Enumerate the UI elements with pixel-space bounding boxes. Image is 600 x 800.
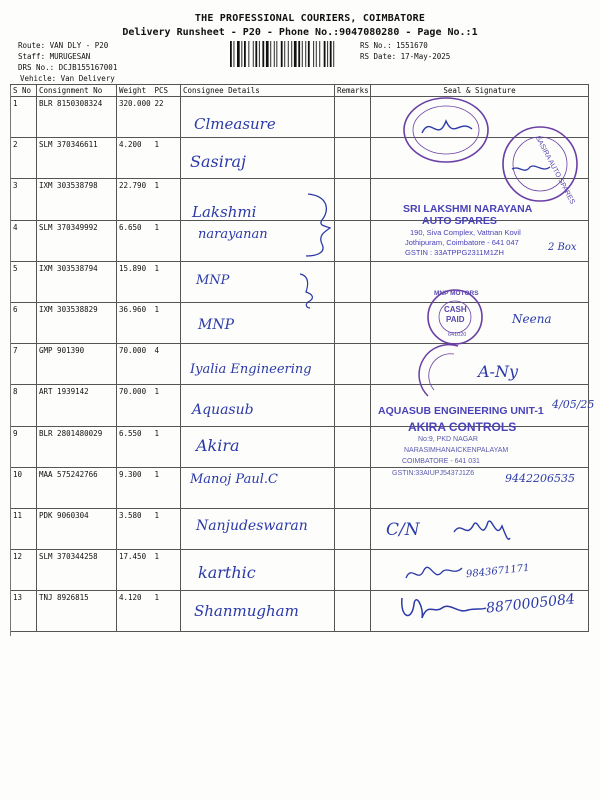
stamp-lakshmi-line4: Jothipuram, Coimbatore - 641 047 bbox=[405, 238, 519, 247]
document-title: THE PROFESSIONAL COURIERS, COIMBATORE bbox=[194, 13, 426, 24]
rs-number: RS No.: 1551670 bbox=[360, 41, 428, 50]
row-remarks-cell bbox=[335, 344, 371, 385]
consignee-hand-2: Sasiraj bbox=[190, 152, 246, 171]
barcode-bar bbox=[253, 41, 254, 67]
staff-label: Staff: MURUGESAN bbox=[18, 52, 91, 61]
row-sno: 3 bbox=[11, 179, 37, 220]
barcode-bar bbox=[327, 41, 328, 67]
signature-scribble-row11 bbox=[452, 512, 512, 548]
stamp-mnp-line4: 641020 bbox=[448, 332, 467, 338]
barcode-bar bbox=[270, 41, 271, 67]
row-sno: 5 bbox=[11, 261, 37, 302]
row-consignment-no: SLM 370346611 bbox=[37, 138, 117, 179]
barcode-bar bbox=[298, 41, 300, 67]
row-pcs: 1 bbox=[153, 138, 181, 179]
stamp-lakshmi-line2: AUTO SPARES bbox=[422, 215, 497, 227]
row-consignment-no: ART 1939142 bbox=[37, 385, 117, 426]
row-remarks-cell bbox=[335, 508, 371, 549]
row-remarks-cell bbox=[335, 591, 371, 632]
row-weight: 4.120 bbox=[117, 591, 153, 632]
brace-mark-5-6 bbox=[296, 272, 326, 312]
row-weight: 70.000 bbox=[117, 344, 153, 385]
row-weight: 6.650 bbox=[117, 220, 153, 261]
row-weight: 6.550 bbox=[117, 426, 153, 467]
row-pcs: 1 bbox=[153, 179, 181, 220]
row-pcs: 1 bbox=[153, 467, 181, 508]
row-sno: 9 bbox=[11, 426, 37, 467]
table-header-row bbox=[11, 85, 589, 97]
consignee-hand-3: Lakshmi bbox=[192, 203, 257, 221]
col-sno: S No bbox=[11, 85, 37, 97]
barcode-bar bbox=[255, 41, 257, 67]
row-consignment-no: GMP 901390 bbox=[37, 344, 117, 385]
row-weight: 15.890 bbox=[117, 261, 153, 302]
row-remarks-cell bbox=[335, 550, 371, 591]
row-pcs: 4 bbox=[153, 344, 181, 385]
signature-row10-phone: 9442206535 bbox=[505, 472, 575, 485]
row-remarks-cell bbox=[335, 426, 371, 467]
stamp-akira-line4: COIMBATORE - 641 031 bbox=[402, 458, 480, 465]
row-remarks-cell bbox=[335, 138, 371, 179]
signature-row8-date: 4/05/25 bbox=[552, 398, 595, 411]
consignee-hand-13: Shanmugham bbox=[194, 602, 299, 620]
signature-row7: A-Ny bbox=[478, 362, 518, 381]
round-stamp-row7 bbox=[414, 340, 464, 400]
row-pcs: 1 bbox=[153, 385, 181, 426]
row-sno: 12 bbox=[11, 550, 37, 591]
barcode-bar bbox=[284, 41, 285, 67]
row-remarks-cell bbox=[335, 385, 371, 426]
consignee-hand-6: MNP bbox=[198, 317, 235, 333]
consignee-hand-7: Iyalia Engineering bbox=[190, 362, 312, 377]
row-pcs: 1 bbox=[153, 426, 181, 467]
row-weight: 3.580 bbox=[117, 508, 153, 549]
barcode-bar bbox=[230, 41, 232, 67]
barcode-bar bbox=[276, 41, 277, 67]
barcode-bar bbox=[319, 41, 320, 67]
consignee-hand-5: MNP bbox=[196, 273, 230, 288]
row-pcs: 22 bbox=[153, 97, 181, 138]
brace-mark-3-4 bbox=[300, 190, 340, 260]
signature-row11: C/N bbox=[386, 520, 420, 540]
barcode-bar bbox=[262, 41, 264, 67]
stamp-akira-line2: No:9, PKD NAGAR bbox=[418, 436, 478, 443]
barcode-bar bbox=[294, 41, 297, 67]
document-subtitle: Delivery Runsheet - P20 - Phone No.:9047080280 - Page No.:1 bbox=[122, 27, 478, 38]
barcode-bar bbox=[281, 41, 283, 67]
stamp-lakshmi-line5: GSTIN : 33ATPPG2311M1ZH bbox=[405, 248, 504, 257]
row-sno: 7 bbox=[11, 344, 37, 385]
row-sno: 1 bbox=[11, 97, 37, 138]
row-sno: 8 bbox=[11, 385, 37, 426]
row-weight: 36.960 bbox=[117, 302, 153, 343]
barcode-bar bbox=[288, 41, 289, 67]
col-pcs: PCS bbox=[153, 85, 181, 97]
signature-row12-phone: 9843671171 bbox=[465, 562, 531, 581]
row-weight: 17.450 bbox=[117, 550, 153, 591]
consignee-hand-9: Akira bbox=[196, 436, 240, 455]
row-consignment-no: BLR 8150308324 bbox=[37, 97, 117, 138]
stamp-akira-line1: AKIRA CONTROLS bbox=[408, 420, 517, 434]
row-remarks-cell bbox=[335, 467, 371, 508]
row-consignment-no: SLM 370344258 bbox=[37, 550, 117, 591]
col-weight: Weight bbox=[117, 85, 153, 97]
row-remarks-cell bbox=[335, 302, 371, 343]
barcode-bar bbox=[259, 41, 260, 67]
row-pcs: 1 bbox=[153, 220, 181, 261]
consignee-hand-12: karthic bbox=[198, 563, 256, 582]
drs-label: DRS No.: DCJB155167001 bbox=[18, 63, 118, 72]
row-weight: 4.200 bbox=[117, 138, 153, 179]
stamp-akira-line5: GSTIN:33AIUPJ5437J1Z6 bbox=[392, 470, 475, 477]
row-sno: 10 bbox=[11, 467, 37, 508]
col-consignee: Consignee Details bbox=[181, 85, 335, 97]
barcode-bar bbox=[234, 41, 235, 67]
rs-date: RS Date: 17-May-2025 bbox=[360, 52, 451, 61]
consignee-hand-8: Aquasub bbox=[192, 402, 254, 418]
row-pcs: 1 bbox=[153, 550, 181, 591]
row-weight: 9.300 bbox=[117, 467, 153, 508]
consignee-hand-4: narayanan bbox=[198, 227, 268, 242]
row-sno: 11 bbox=[11, 508, 37, 549]
signature-row13-phone: 8870005084 bbox=[485, 591, 576, 617]
barcode-bar bbox=[241, 41, 242, 67]
barcode-bar bbox=[291, 41, 292, 67]
row-remarks-cell bbox=[335, 97, 371, 138]
row-consignment-no: BLR 2801480029 bbox=[37, 426, 117, 467]
barcode-bar bbox=[237, 41, 240, 67]
stamp-mnp-line2: CASH bbox=[444, 305, 467, 314]
stamp-lakshmi-line3: 190, Siva Complex, Vattnan Kovil bbox=[410, 228, 521, 237]
row-consignment-no: MAA 575242766 bbox=[37, 467, 117, 508]
row-consignment-no: SLM 370349992 bbox=[37, 220, 117, 261]
consignee-hand-11: Nanjudeswaran bbox=[196, 518, 308, 534]
row-sno: 13 bbox=[11, 591, 37, 632]
barcode-bar bbox=[333, 41, 334, 67]
row-consignment-no: IXM 303538798 bbox=[37, 179, 117, 220]
stamp-sasira-text: SASIRA AUTO SPARES bbox=[533, 135, 576, 206]
stamp-lakshmi-line1: SRI LAKSHMI NARAYANA bbox=[403, 203, 533, 215]
col-remarks: Remarks bbox=[335, 85, 371, 97]
col-seal: Seal & Signature bbox=[371, 85, 589, 97]
stamp-aquasub: AQUASUB ENGINEERING UNIT-1 bbox=[378, 405, 544, 417]
row-consignment-no: IXM 303538794 bbox=[37, 261, 117, 302]
barcode-bar bbox=[302, 41, 303, 67]
signature-scribble-row13 bbox=[398, 588, 488, 628]
barcode-bar bbox=[244, 41, 246, 67]
row-weight: 22.790 bbox=[117, 179, 153, 220]
barcode-bar bbox=[330, 41, 332, 67]
row-pcs: 1 bbox=[153, 508, 181, 549]
row-weight: 320.000 bbox=[117, 97, 153, 138]
barcode-bar bbox=[324, 41, 326, 67]
row-pcs: 1 bbox=[153, 302, 181, 343]
barcode-bar bbox=[308, 41, 310, 67]
stamp-mnp-line3: PAID bbox=[446, 315, 465, 324]
table-row bbox=[11, 467, 589, 508]
row-consignment-no: PDK 9060304 bbox=[37, 508, 117, 549]
vehicle-label: Vehicle: Van Delivery bbox=[20, 74, 115, 83]
stamp-akira-line3: NARASIMHANAICKENPALAYAM bbox=[404, 447, 509, 454]
row-weight: 70.000 bbox=[117, 385, 153, 426]
row-sno: 6 bbox=[11, 302, 37, 343]
col-consignment: Consignment No bbox=[37, 85, 117, 97]
row-sno: 2 bbox=[11, 138, 37, 179]
stamp-mnp-line1: MNP MOTORS bbox=[434, 290, 479, 297]
barcode-image bbox=[230, 41, 355, 67]
signature-scribble-row12 bbox=[404, 558, 464, 586]
barcode-bar bbox=[305, 41, 306, 67]
route-label: Route: VAN DLY - P20 bbox=[18, 41, 109, 50]
barcode-bar bbox=[316, 41, 317, 67]
round-stamp-row1 bbox=[400, 95, 492, 165]
row-pcs: 1 bbox=[153, 261, 181, 302]
row-sno: 4 bbox=[11, 220, 37, 261]
row-remarks-cell bbox=[335, 261, 371, 302]
handwritten-note-2box: 2 Box bbox=[548, 242, 577, 253]
row-consignment-no: IXM 303538829 bbox=[37, 302, 117, 343]
barcode-bar bbox=[248, 41, 249, 67]
table-border-left bbox=[10, 86, 11, 636]
barcode-bar bbox=[274, 41, 275, 67]
barcode-bar bbox=[313, 41, 314, 67]
row-pcs: 1 bbox=[153, 591, 181, 632]
row-consignment-no: TNJ 8926815 bbox=[37, 591, 117, 632]
signature-row6: Neena bbox=[512, 312, 552, 326]
barcode-bar bbox=[266, 41, 269, 67]
consignee-hand-1: Clmeasure bbox=[194, 115, 276, 133]
consignee-hand-10: Manoj Paul.C bbox=[190, 472, 278, 487]
